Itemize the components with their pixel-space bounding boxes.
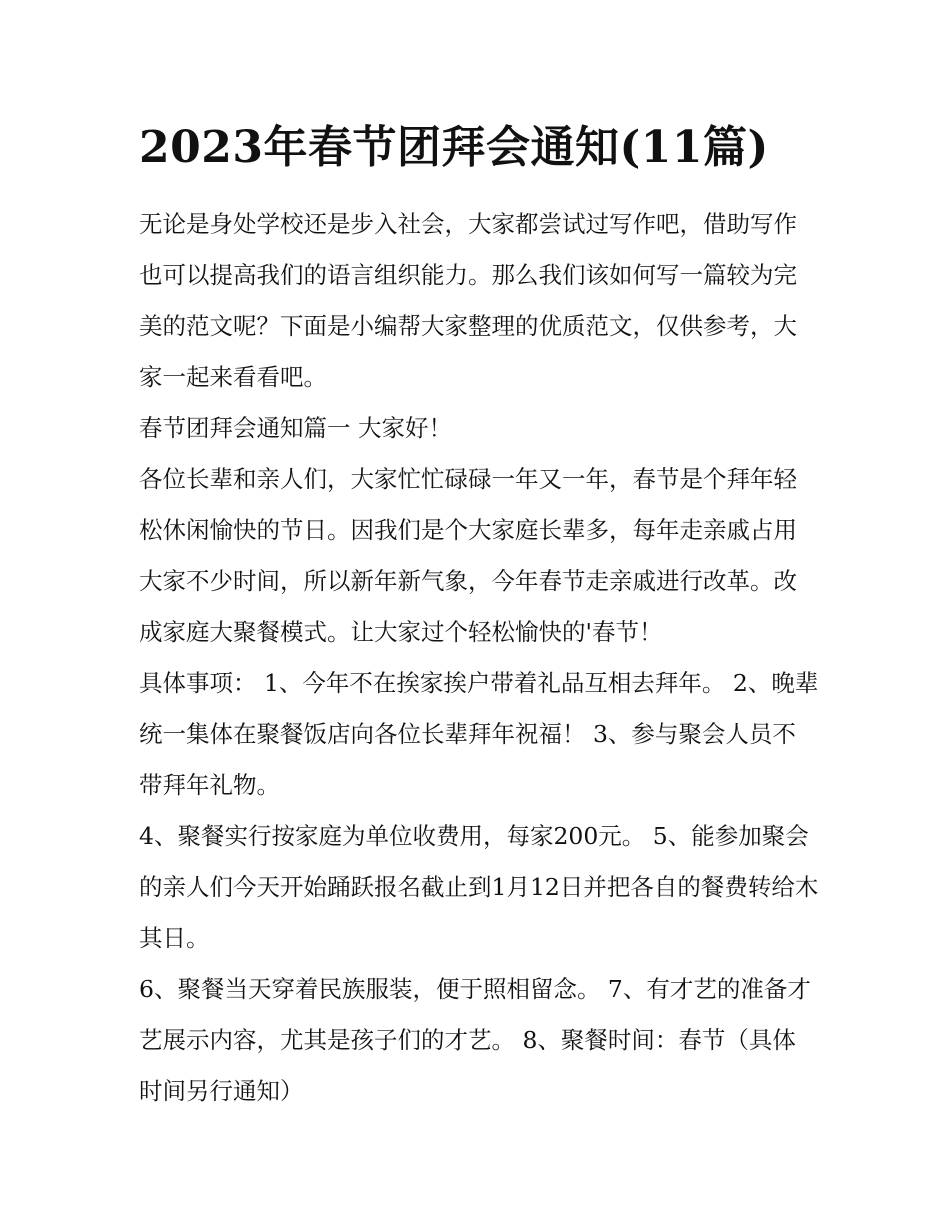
document-title: 2023年春节团拜会通知(11篇) bbox=[139, 122, 769, 173]
greeting-paragraph: 各位长辈和亲人们，大家忙忙碌碌一年又一年，春节是个拜年轻松休闲愉快的节日。因我们是个大家庭长辈多，每年走亲戚占用大家不少时间，所以新年新气象，今年春节走亲戚进行改革。改成家庭大聚餐模式。让大家过个轻松愉快的'春节！ bbox=[139, 465, 797, 646]
section-heading-paragraph: 春节团拜会通知篇一 大家好！ bbox=[139, 414, 452, 442]
intro-paragraph: 无论是身处学校还是步入社会，大家都尝试过写作吧，借助写作也可以提高我们的语言组织能力。那么我们该如何写一篇较为完美的范文呢？下面是小编帮大家整理的优质范文，仅供参考，大家一起来看看吧。 bbox=[139, 210, 797, 391]
document-body bbox=[139, 199, 819, 1117]
details-paragraph-1: 具体事项： 1、今年不在挨家挨户带着礼品互相去拜年。 2、晚辈统一集体在聚餐饭店向各位长辈拜年祝福！ 3、参与聚会人员不带拜年礼物。 bbox=[139, 669, 819, 799]
details-paragraph-3: 6、聚餐当天穿着民族服装，便于照相留念。 7、有才艺的准备才艺展示内容，尤其是孩子们的才艺。 8、聚餐时间：春节（具体时间另行通知） bbox=[139, 975, 811, 1105]
details-paragraph-2: 4、聚餐实行按家庭为单位收费用，每家200元。 5、能参加聚会的亲人们今天开始踊跃报名截止到1月12日并把各自的餐费转给木其日。 bbox=[139, 822, 819, 952]
